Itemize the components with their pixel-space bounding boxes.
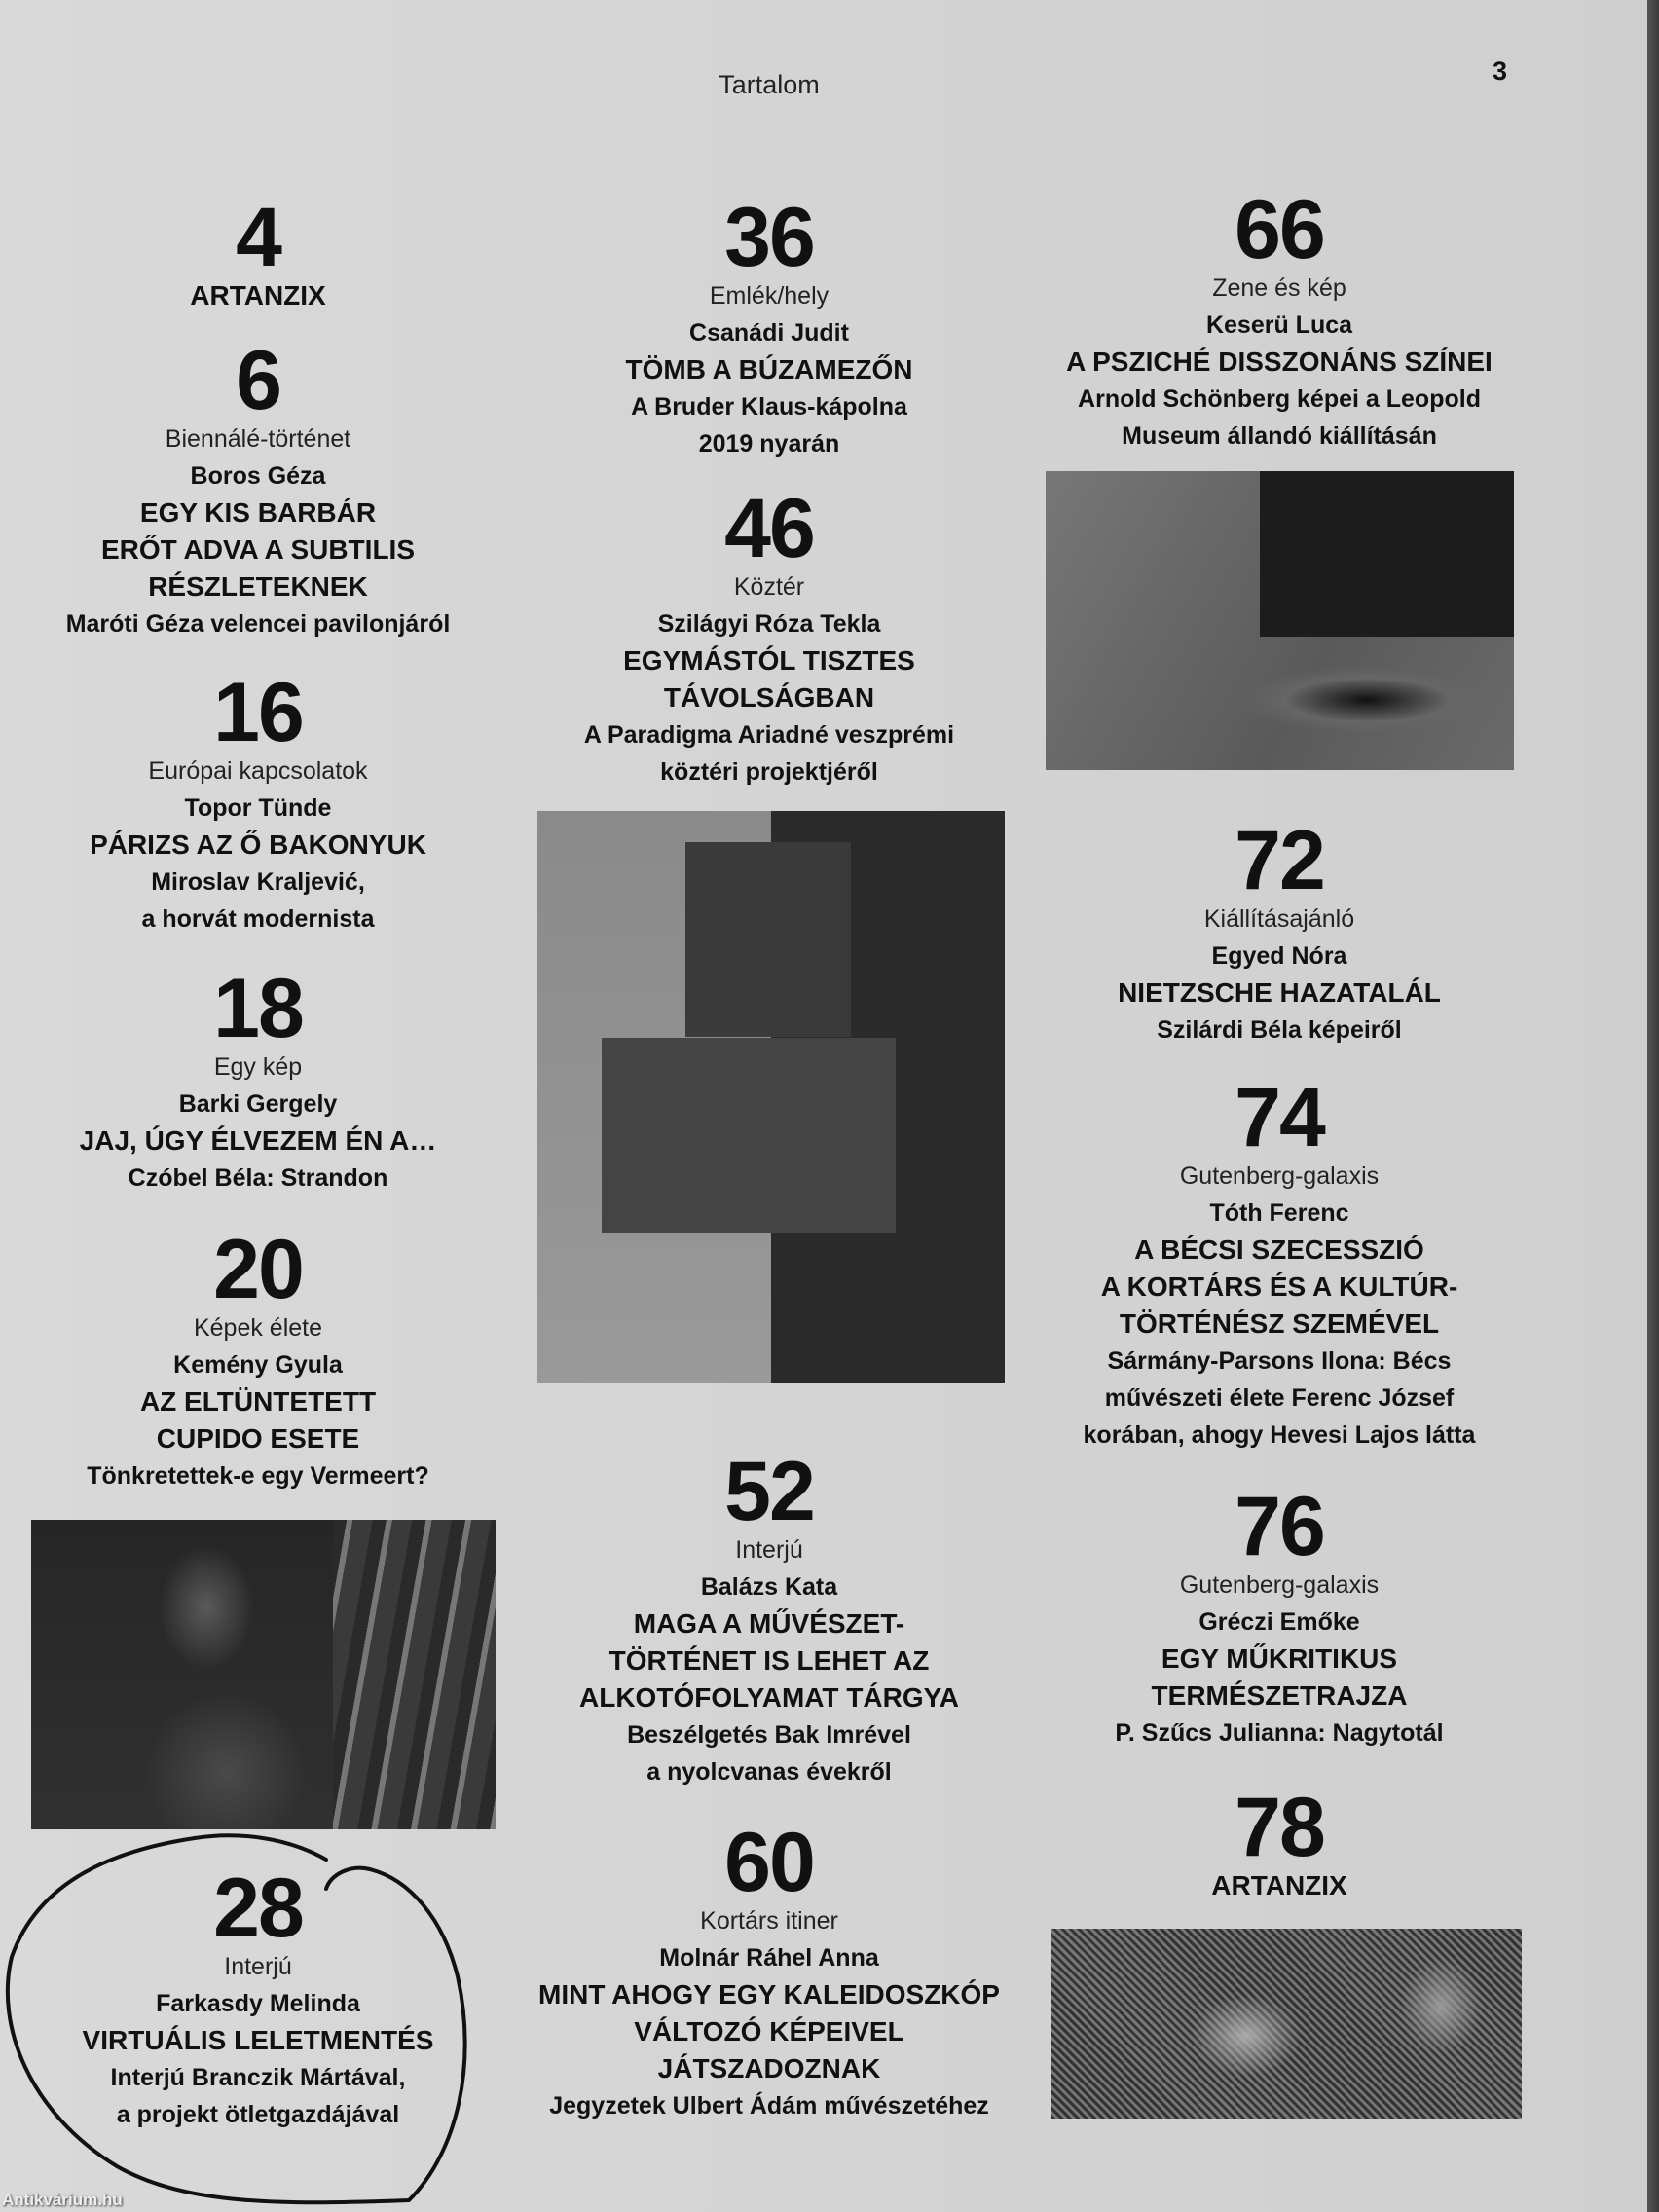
entry-page-number: 28: [213, 1862, 303, 1955]
entry-author: Egyed Nóra: [1211, 942, 1347, 970]
entry-subtitle-line: Beszélgetés Bak Imrével: [627, 1721, 911, 1749]
entry-title-line: JÁTSZADOZNAK: [657, 2053, 881, 2083]
entry-title-line: ARTANZIX: [1211, 1870, 1347, 1900]
entry-title-line: ERŐT ADVA A SUBTILIS: [101, 535, 415, 565]
entry-subtitle-line: Jegyzetek Ulbert Ádám művészetéhez: [549, 2092, 989, 2120]
entry-author: Gréczi Emőke: [1198, 1608, 1360, 1636]
watermark: Antikvárium.hu: [2, 2191, 123, 2209]
entry-page-number: 66: [1235, 183, 1324, 276]
entry-subtitle-line: köztéri projektjéről: [660, 758, 878, 786]
entry-title-line: ARTANZIX: [190, 280, 326, 311]
entry-author: Molnár Ráhel Anna: [659, 1944, 879, 1972]
entry-subtitle-line: a nyolcvanas évekről: [646, 1758, 892, 1786]
entry-subtitle-line: Szilárdi Béla képeiről: [1157, 1016, 1402, 1044]
toc-entry-46: [458, 482, 1081, 791]
entry-category: Egy kép: [213, 1053, 303, 1081]
schoenberg-eye-image: [1046, 471, 1514, 770]
page-number: 3: [1493, 56, 1508, 86]
entry-page-number: 16: [213, 666, 303, 759]
entry-page-number: 4: [236, 191, 280, 284]
entry-title-line: EGYMÁSTÓL TISZTES: [623, 645, 915, 676]
entry-subtitle-line: Museum állandó kiállításán: [1122, 423, 1437, 450]
entry-title-line: TÁVOLSÁGBAN: [663, 682, 875, 713]
cupido-painting-image: [31, 1520, 496, 1829]
entry-page-number: 76: [1235, 1480, 1324, 1573]
entry-subtitle-line: Tönkretettek-e egy Vermeert?: [87, 1462, 429, 1490]
entry-page-number: 6: [236, 334, 280, 427]
toc-entry-66: [968, 183, 1591, 455]
entry-title-line: EGY MŰKRITIKUS: [1161, 1643, 1398, 1674]
entry-page-number: 18: [213, 962, 303, 1055]
entry-title-line: A PSZICHÉ DISSZONÁNS SZÍNEI: [1066, 347, 1493, 377]
entry-title-line: VIRTUÁLIS LELETMENTÉS: [82, 2025, 434, 2055]
entry-title-line: MINT AHOGY EGY KALEIDOSZKÓP: [538, 1979, 1000, 2009]
page-title: Tartalom: [719, 70, 820, 99]
entry-category: Kiállításajánló: [1203, 905, 1355, 933]
entry-page-number: 74: [1235, 1071, 1324, 1164]
toc-entry-72: [968, 814, 1591, 1049]
entry-title-line: EGY KIS BARBÁR: [139, 498, 377, 528]
entry-title-line: TÖRTÉNET IS LEHET AZ: [608, 1645, 930, 1676]
entry-category: Gutenberg-galaxis: [1179, 1162, 1380, 1190]
entry-page-number: 20: [213, 1223, 303, 1316]
entry-category: Kortárs itiner: [700, 1907, 838, 1935]
entry-page-number: 36: [724, 191, 814, 284]
entry-category: Biennálé-történet: [165, 425, 351, 453]
entry-author: Balázs Kata: [700, 1573, 838, 1601]
entry-author: Tóth Ferenc: [1209, 1199, 1349, 1227]
entry-subtitle-line: 2019 nyarán: [698, 430, 840, 458]
entry-author: Szilágyi Róza Tekla: [657, 610, 881, 638]
entry-title-line: PÁRIZS AZ Ő BAKONYUK: [90, 830, 426, 860]
entry-subtitle-line: A Bruder Klaus-kápolna: [631, 393, 907, 421]
entry-author: Kemény Gyula: [173, 1351, 343, 1379]
entry-title-line: NIETZSCHE HAZATALÁL: [1118, 977, 1441, 1008]
entry-subtitle-line: Maróti Géza velencei pavilonjáról: [65, 610, 451, 638]
entry-title-line: VÁLTOZÓ KÉPEIVEL: [634, 2016, 904, 2046]
toc-entry-78: [968, 1781, 1591, 1904]
entry-category: Interjú: [224, 1953, 292, 1980]
engraving-image: [1051, 1929, 1522, 2119]
entry-subtitle-line: a horvát modernista: [141, 905, 375, 933]
entry-page-number: 46: [724, 482, 814, 575]
entry-category: Gutenberg-galaxis: [1179, 1571, 1380, 1599]
entry-title-line: MAGA A MŰVÉSZET-: [633, 1608, 905, 1639]
entry-subtitle-line: Interjú Branczik Mártával,: [110, 2064, 406, 2091]
entry-author: Topor Tünde: [184, 794, 332, 822]
chapel-block-image: [537, 811, 1005, 1382]
entry-subtitle-line: a projekt ötletgazdájával: [116, 2101, 400, 2128]
entry-subtitle-line: Czóbel Béla: Strandon: [128, 1164, 388, 1192]
entry-subtitle-line: korában, ahogy Hevesi Lajos látta: [1083, 1421, 1476, 1449]
entry-subtitle-line: P. Szűcs Julianna: Nagytotál: [1115, 1719, 1444, 1747]
entry-title-line: TERMÉSZETRAJZA: [1151, 1680, 1408, 1711]
entry-title-line: RÉSZLETEKNEK: [148, 571, 368, 602]
entry-title-line: TÖMB A BÚZAMEZŐN: [625, 354, 913, 385]
entry-category: Köztér: [733, 573, 805, 601]
page-edge: [1647, 0, 1659, 2212]
entry-author: Keserü Luca: [1205, 312, 1353, 339]
entry-author: Csanádi Judit: [689, 319, 849, 347]
entry-title-line: A KORTÁRS ÉS A KULTÚR-: [1100, 1272, 1458, 1302]
entry-title-line: TÖRTÉNÉSZ SZEMÉVEL: [1119, 1309, 1440, 1339]
entry-page-number: 52: [724, 1445, 814, 1538]
entry-category: Emlék/hely: [709, 282, 830, 310]
entry-page-number: 72: [1235, 814, 1324, 907]
entry-subtitle-line: Miroslav Kraljević,: [151, 868, 365, 896]
entry-category: Képek élete: [193, 1314, 323, 1342]
toc-entry-74: [968, 1071, 1591, 1454]
toc-entry-18: [0, 962, 570, 1197]
entry-title-line: AZ ELTÜNTETETT: [139, 1386, 377, 1417]
entry-category: Interjú: [735, 1536, 803, 1564]
entry-subtitle-line: művészeti élete Ferenc József: [1104, 1384, 1455, 1412]
entry-page-number: 60: [724, 1816, 814, 1909]
entry-author: Boros Géza: [190, 462, 326, 490]
entry-category: Európai kapcsolatok: [148, 757, 368, 785]
entry-title-line: ALKOTÓFOLYAMAT TÁRGYA: [579, 1682, 959, 1713]
entry-category: Zene és kép: [1212, 275, 1346, 302]
entry-title-line: A BÉCSI SZECESSZIÓ: [1134, 1235, 1424, 1265]
entry-subtitle-line: Sármány-Parsons Ilona: Bécs: [1107, 1347, 1452, 1375]
entry-title-line: JAJ, ÚGY ÉLVEZEM ÉN A…: [79, 1125, 437, 1156]
entry-author: Barki Gergely: [178, 1090, 338, 1118]
entry-page-number: 78: [1235, 1781, 1324, 1874]
toc-entry-76: [968, 1480, 1591, 1751]
entry-author: Farkasdy Melinda: [156, 1990, 360, 2017]
entry-subtitle-line: A Paradigma Ariadné veszprémi: [583, 721, 955, 749]
hand-drawn-circle: [0, 1830, 487, 2212]
entry-subtitle-line: Arnold Schönberg képei a Leopold: [1078, 386, 1481, 413]
entry-title-line: CUPIDO ESETE: [156, 1423, 360, 1454]
